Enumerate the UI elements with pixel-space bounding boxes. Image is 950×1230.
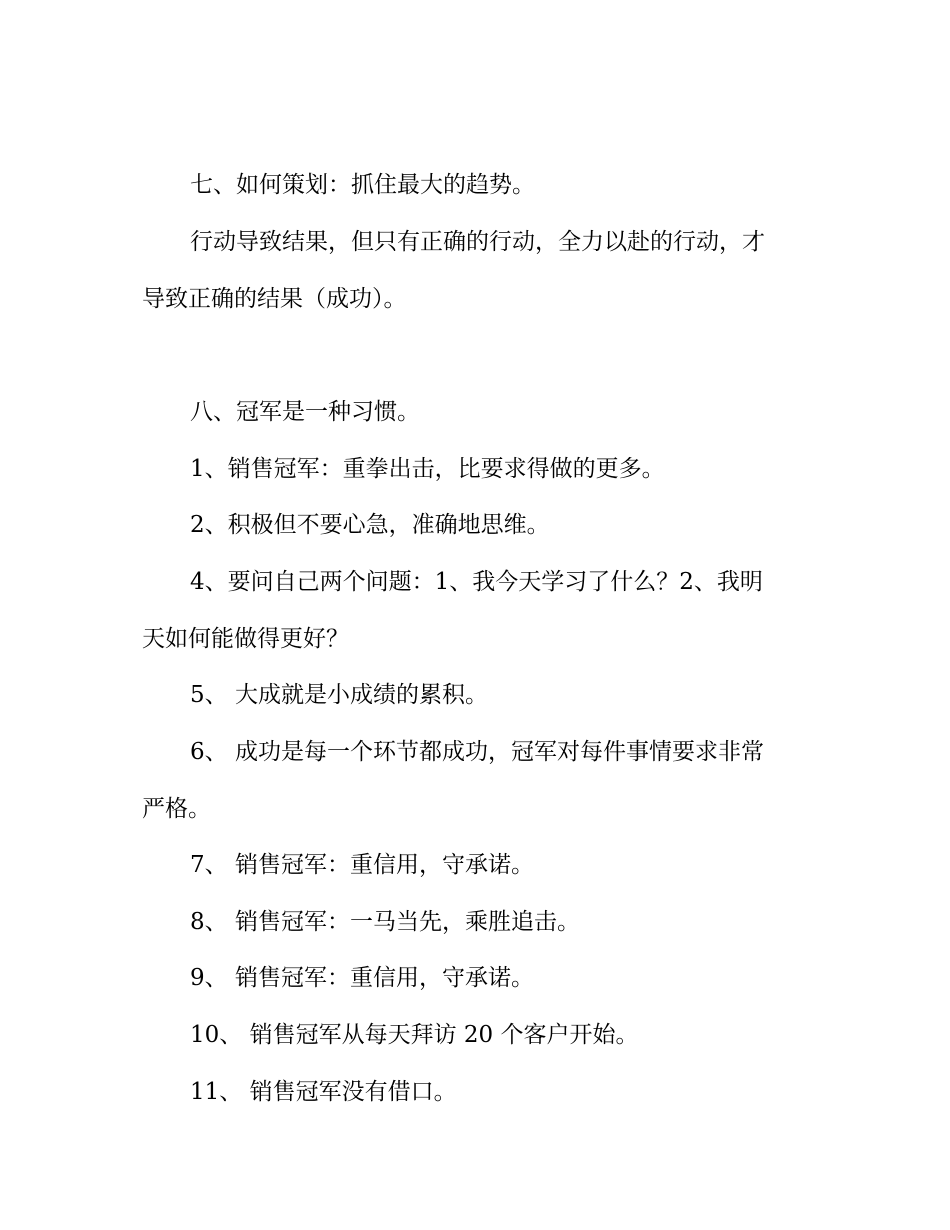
text-line: 严格。 xyxy=(142,796,211,822)
text-line: 七、如何策划：抓住最大的趋势。 xyxy=(190,172,535,198)
list-item-10 xyxy=(142,1007,822,1064)
text-line: 6、 成功是每一个环节都成功，冠军对每件事情要求非常 xyxy=(190,739,764,765)
text-line: 天如何能做得更好？ xyxy=(142,626,349,652)
list-item-5 xyxy=(142,667,822,724)
text-line: 11、 销售冠军没有借口。 xyxy=(190,1079,457,1105)
paragraph-action-result xyxy=(142,214,822,328)
text-line: 7、 销售冠军：重信用，守承诺。 xyxy=(190,852,534,878)
text-line: 2、积极但不要心急，准确地思维。 xyxy=(190,512,550,538)
list-item-8 xyxy=(142,894,822,951)
text-line: 9、 销售冠军：重信用，守承诺。 xyxy=(190,965,534,991)
text-line: 5、 大成就是小成绩的累积。 xyxy=(190,682,488,708)
text-line: 1、销售冠军：重拳出击，比要求得做的更多。 xyxy=(190,456,665,482)
text-line: 8、 销售冠军：一马当先，乘胜追击。 xyxy=(190,909,580,935)
list-item-11 xyxy=(142,1064,822,1121)
list-item-6 xyxy=(142,724,822,838)
list-item-7 xyxy=(142,837,822,894)
list-item-1 xyxy=(142,441,822,498)
list-item-2 xyxy=(142,497,822,554)
text-line: 10、 销售冠军从每天拜访 20 个客户开始。 xyxy=(190,1022,639,1048)
text-line: 行动导致结果，但只有正确的行动，全力以赴的行动，才 xyxy=(190,229,765,255)
paragraph-heading-7 xyxy=(142,157,822,214)
text-line: 八、冠军是一种习惯。 xyxy=(190,399,420,425)
text-line: 导致正确的结果（成功）。 xyxy=(142,286,407,312)
paragraph-heading-8 xyxy=(142,384,822,441)
list-item-4 xyxy=(142,554,822,668)
list-item-9 xyxy=(142,950,822,1007)
text-line: 4、要问自己两个问题：1、我今天学习了什么？2、我明 xyxy=(190,569,763,595)
